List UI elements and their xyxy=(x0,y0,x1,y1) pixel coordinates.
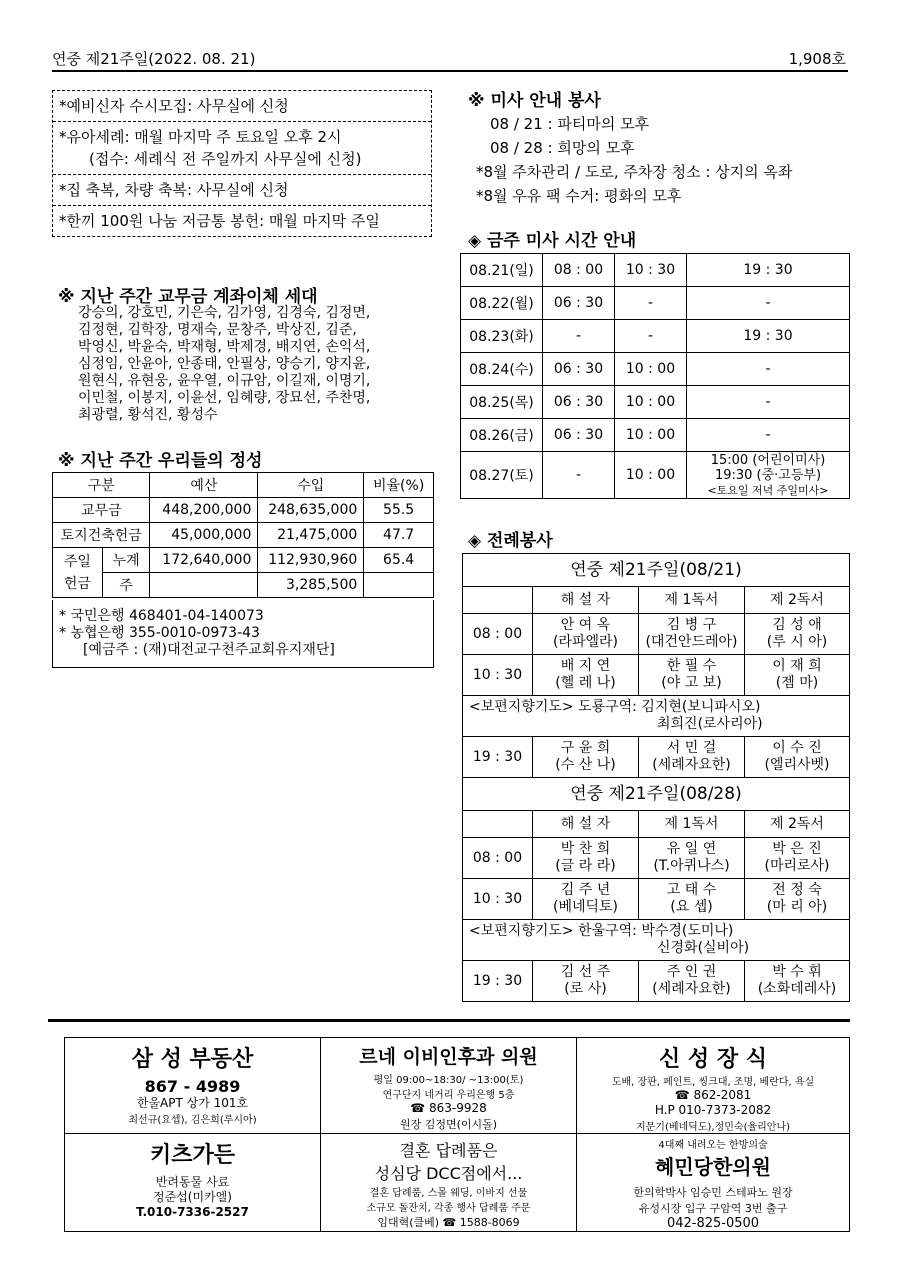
ad-phone: ☎ 863-9928 xyxy=(410,1101,487,1115)
role-cell: 제 2독서 xyxy=(745,811,850,838)
prayer-line: <보편지향기도> 도룡구역: 김지현(보니파시오) xyxy=(469,699,761,715)
prayer-line: <보편지향기도> 한울구역: 박수경(도미나) xyxy=(469,923,734,939)
finance-title: ※ 지난 주간 우리들의 정성 xyxy=(58,451,263,471)
baptismal-name: (야 고 보) xyxy=(661,675,722,691)
time-cell: 10 : 30 xyxy=(463,655,533,696)
table-row xyxy=(461,452,850,499)
time-cell: - xyxy=(543,320,615,353)
prayer-cell xyxy=(463,920,850,961)
ratio-cell: 47.7 xyxy=(364,523,434,548)
baptismal-name: (엘리사벳) xyxy=(764,757,830,773)
role-cell: 해 설 자 xyxy=(533,811,639,838)
person-name: 김 선 주 xyxy=(560,964,611,980)
person-cell xyxy=(639,961,745,1002)
ad-line: 도배, 장판, 페인트, 씽크대, 조명, 베란다, 욕실 xyxy=(611,1077,815,1088)
role-cell: 제 1독서 xyxy=(639,587,745,614)
person-name: 김 병 구 xyxy=(666,617,717,633)
baptismal-name: (T.아퀴나스) xyxy=(653,858,730,874)
baptismal-name: (베네딕토) xyxy=(552,899,619,915)
service-line: *8월 주차관리 / 도로, 주차장 청소 : 상지의 옥좌 xyxy=(476,163,793,181)
person-name: 이 수 진 xyxy=(772,740,822,756)
time-cell: 06 : 30 xyxy=(543,386,615,419)
table-row xyxy=(463,961,850,1002)
ad-real-estate xyxy=(65,1038,321,1134)
role-header xyxy=(463,587,850,614)
budget-cell: 45,000,000 xyxy=(150,523,258,548)
time-cell: 19 : 30 xyxy=(687,320,850,353)
ad-ent-clinic xyxy=(321,1038,577,1134)
person-name: 배 지 연 xyxy=(560,658,611,674)
person-name: 김 주 년 xyxy=(560,882,611,898)
group-label-text: 주일 xyxy=(63,553,91,570)
prayer-cell xyxy=(463,696,850,737)
group-label-text: 헌금 xyxy=(63,575,91,592)
baptismal-name: (루 시 아) xyxy=(766,634,828,650)
ad-phone: ☎ 862-2081 xyxy=(674,1088,752,1102)
person-name: 김 성 애 xyxy=(772,617,822,633)
row-label: 교무금 xyxy=(53,498,150,523)
blank-cell xyxy=(463,587,533,614)
table-row xyxy=(463,879,850,920)
person-cell xyxy=(639,737,745,778)
week-title: 연중 제21주일(08/21) xyxy=(463,554,850,587)
person-name: 고 태 수 xyxy=(666,882,717,898)
ad-interior xyxy=(577,1038,850,1134)
date-cell: 08.25(목) xyxy=(461,386,543,419)
ad-line: 평일 09:00~18:30/ ~13:00(토) xyxy=(373,1075,524,1086)
time-cell: 08 : 00 xyxy=(463,838,533,879)
baptismal-name: (수 산 나) xyxy=(555,757,616,773)
date-cell: 08.22(월) xyxy=(461,287,543,320)
table-row xyxy=(53,523,434,548)
ad-line: 최선규(요셉), 김은희(루시아) xyxy=(128,1115,257,1126)
person-cell xyxy=(745,961,850,1002)
baptismal-name: (로 사) xyxy=(564,981,607,997)
date-cell: 08.24(수) xyxy=(461,353,543,386)
names-line: 원현식, 유현웅, 윤우열, 이규암, 이길재, 이명기, xyxy=(78,373,371,389)
transfer-names xyxy=(78,305,438,424)
table-row xyxy=(463,655,850,696)
baptismal-name: (헬 레 나) xyxy=(555,675,616,691)
person-cell xyxy=(745,879,850,920)
person-name: 구 윤 희 xyxy=(560,740,611,756)
person-cell xyxy=(745,614,850,655)
bank-accounts xyxy=(52,600,434,668)
ad-line: 반려동물 사료 xyxy=(155,1175,230,1189)
ad-title: 성심당 DCC점에서... xyxy=(374,1164,523,1183)
ad-pet-store xyxy=(65,1134,321,1232)
table-row xyxy=(53,498,434,523)
time-cell xyxy=(687,452,850,499)
ad-title: 르네 이비인후과 의원 xyxy=(359,1046,538,1068)
person-name: 유 일 연 xyxy=(666,841,717,857)
person-cell xyxy=(533,838,639,879)
notice-box xyxy=(52,90,432,237)
time-cell: 19 : 30 xyxy=(463,961,533,1002)
ads-divider xyxy=(48,1019,850,1022)
ad-line: 소규모 돌잔치, 각종 행사 답례품 주문 xyxy=(366,1203,531,1214)
person-cell xyxy=(533,737,639,778)
week-title: 연중 제21주일(08/28) xyxy=(463,778,850,811)
ad-line: 지문기(베네딕도),정민숙(율리안나) xyxy=(635,1122,791,1133)
col-header: 예산 xyxy=(150,473,258,498)
time-line: 15:00 (어린이미사) xyxy=(710,452,826,468)
person-cell xyxy=(533,655,639,696)
baptismal-name: (대건안드레아) xyxy=(645,634,738,650)
prayer-line: 최희진(로사리아) xyxy=(657,716,763,732)
table-row xyxy=(463,737,850,778)
date-cell: 08.23(화) xyxy=(461,320,543,353)
income-cell: 3,285,500 xyxy=(258,573,364,598)
service-line: 08 / 28 : 희망의 모후 xyxy=(490,139,635,157)
baptismal-name: (요 셉) xyxy=(670,899,713,915)
account-holder: [예금주 : (재)대전교구천주교회유지재단] xyxy=(83,642,335,658)
week-header xyxy=(463,778,850,811)
table-row xyxy=(463,838,850,879)
person-name: 박 은 진 xyxy=(772,841,822,857)
time-cell: 10 : 30 xyxy=(615,254,687,287)
ad-line: 연구단지 네거리 우리은행 5층 xyxy=(382,1090,515,1101)
person-cell xyxy=(639,838,745,879)
names-line: 박영신, 박윤숙, 박재형, 박제경, 배지연, 손익석, xyxy=(78,339,371,355)
duty-table xyxy=(462,553,850,1002)
person-cell xyxy=(745,838,850,879)
table-row xyxy=(53,573,434,598)
date-cell: 08.27(토) xyxy=(461,452,543,499)
names-line: 강승의, 강호민, 기은숙, 김가영, 김경숙, 김정면, xyxy=(78,305,371,321)
date-cell: 08.21(일) xyxy=(461,254,543,287)
time-cell: - xyxy=(687,386,850,419)
person-name: 서 민 걸 xyxy=(666,740,717,756)
schedule-title: ◈ 금주 미사 시간 안내 xyxy=(468,231,637,251)
person-cell xyxy=(533,614,639,655)
person-name: 박 찬 희 xyxy=(560,841,611,857)
ads-table xyxy=(64,1037,850,1232)
baptismal-name: (세례자요한) xyxy=(652,981,731,997)
time-cell: - xyxy=(687,287,850,320)
ad-title: 결혼 답례품은 xyxy=(399,1141,498,1160)
ad-phone: 임대혁(클베) ☎ 1588-8069 xyxy=(377,1216,520,1229)
prayer-row xyxy=(463,920,850,961)
person-name: 전 정 숙 xyxy=(772,882,822,898)
time-note: <토요일 저녁 주일미사> xyxy=(707,483,829,497)
person-name: 한 필 수 xyxy=(666,658,717,674)
table-row xyxy=(53,548,434,573)
names-line: 이민철, 이봉지, 이윤선, 임혜량, 장묘선, 주찬명, xyxy=(78,390,371,406)
time-cell: 10 : 00 xyxy=(615,452,687,499)
notice-item: *집 축복, 차량 축복: 사무실에 신청 xyxy=(53,175,431,206)
person-name: 박 수 휘 xyxy=(772,964,822,980)
time-cell: 08 : 00 xyxy=(463,614,533,655)
income-cell: 21,475,000 xyxy=(258,523,364,548)
income-cell: 248,635,000 xyxy=(258,498,364,523)
time-cell: - xyxy=(687,353,850,386)
budget-cell xyxy=(150,573,258,598)
ad-title: 혜민당한의원 xyxy=(655,1155,771,1179)
table-row xyxy=(461,353,850,386)
baptismal-name: (소화데레사) xyxy=(757,981,837,997)
notice-text: (접수: 세례식 전 주일까지 사무실에 신청) xyxy=(89,150,362,168)
time-cell: 19 : 30 xyxy=(463,737,533,778)
duty-title: ◈ 전례봉사 xyxy=(468,531,553,551)
time-cell: - xyxy=(615,287,687,320)
date-cell: 08.26(금) xyxy=(461,419,543,452)
notice-item: *한끼 100원 나눔 저금통 봉헌: 매월 마지막 주일 xyxy=(59,212,380,230)
table-row xyxy=(461,287,850,320)
role-cell: 제 2독서 xyxy=(745,587,850,614)
col-header: 수입 xyxy=(258,473,364,498)
ad-oriental-clinic xyxy=(577,1134,850,1232)
mass-service-list xyxy=(476,112,792,208)
week-header xyxy=(463,554,850,587)
ad-title: 삼 성 부동산 xyxy=(131,1047,254,1072)
mass-service-title: ※ 미사 안내 봉사 xyxy=(468,91,601,111)
time-line: 19:30 (중·고등부) xyxy=(714,467,822,483)
ad-title: 키츠가든 xyxy=(149,1143,235,1168)
col-header: 구분 xyxy=(53,473,150,498)
service-line: 08 / 21 : 파티마의 모후 xyxy=(490,115,650,133)
row-label: 누계 xyxy=(102,548,150,573)
ratio-cell: 55.5 xyxy=(364,498,434,523)
mass-schedule-table xyxy=(460,253,850,499)
issue-number: 1,908호 xyxy=(788,50,846,68)
baptismal-name: (마 리 아) xyxy=(766,899,828,915)
finance-table xyxy=(52,472,434,598)
table-row xyxy=(461,254,850,287)
time-cell: 06 : 30 xyxy=(543,353,615,386)
person-cell xyxy=(745,737,850,778)
baptismal-name: (글 라 라) xyxy=(555,858,616,874)
row-label: 주 xyxy=(102,573,150,598)
person-cell xyxy=(533,879,639,920)
baptismal-name: (젬 마) xyxy=(775,675,819,691)
time-cell: 10 : 00 xyxy=(615,353,687,386)
ad-line: 결혼 답례품, 스몰 웨딩, 이바지 선물 xyxy=(369,1188,528,1199)
income-cell: 112,930,960 xyxy=(258,548,364,573)
ad-phone: H.P 010-7373-2082 xyxy=(654,1103,772,1117)
baptismal-name: (라파엘라) xyxy=(552,634,619,650)
group-label xyxy=(53,548,103,598)
prayer-line: 신경화(실비아) xyxy=(657,940,750,956)
ratio-cell: 65.4 xyxy=(364,548,434,573)
ad-line: 4대째 내려오는 한방의술 xyxy=(658,1140,768,1151)
person-cell xyxy=(745,655,850,696)
ad-line: 한의학박사 임승민 스테파노 원장 xyxy=(633,1186,793,1199)
baptismal-name: (세례자요한) xyxy=(652,757,731,773)
names-line: 최광렬, 황석진, 황성수 xyxy=(78,407,218,423)
blank-cell xyxy=(463,811,533,838)
time-cell: 10 : 00 xyxy=(615,386,687,419)
person-name: 안 여 옥 xyxy=(560,617,611,633)
time-cell: 19 : 30 xyxy=(687,254,850,287)
role-header xyxy=(463,811,850,838)
transfer-title: ※ 지난 주간 교무금 계좌이체 세대 xyxy=(58,287,318,307)
budget-cell: 448,200,000 xyxy=(150,498,258,523)
baptismal-name: (마리로사) xyxy=(764,858,830,874)
table-row xyxy=(461,419,850,452)
bank-line: * 국민은행 468401-04-140073 xyxy=(59,608,264,624)
names-line: 심정임, 안윤아, 안종태, 안필상, 양승기, 양지윤, xyxy=(78,356,371,372)
service-line: *8월 우유 팩 수거: 평화의 모후 xyxy=(476,187,682,205)
bulletin-date: 연중 제21주일(2022. 08. 21) xyxy=(52,50,256,68)
time-cell: - xyxy=(687,419,850,452)
row-label: 토지건축헌금 xyxy=(53,523,150,548)
ratio-cell xyxy=(364,573,434,598)
ad-line: 유성시장 입구 구암역 3번 출구 xyxy=(638,1202,788,1215)
names-line: 김정현, 김학장, 명재숙, 문창주, 박상진, 김준, xyxy=(78,322,357,338)
notice-item: *예비신자 수시모집: 사무실에 신청 xyxy=(53,91,431,122)
ad-line: 한울APT 상가 101호 xyxy=(136,1096,249,1110)
ad-phone: 867 - 4989 xyxy=(144,1077,241,1096)
budget-cell: 172,640,000 xyxy=(150,548,258,573)
ad-phone: 042-825-0500 xyxy=(666,1216,760,1231)
person-cell xyxy=(533,961,639,1002)
time-cell: 08 : 00 xyxy=(543,254,615,287)
role-cell: 제 1독서 xyxy=(639,811,745,838)
time-cell: 06 : 30 xyxy=(543,287,615,320)
bulletin-header xyxy=(52,44,848,72)
bank-line: * 농협은행 355-0010-0973-43 xyxy=(59,625,260,641)
table-row xyxy=(461,320,850,353)
notice-text: *유아세례: 매월 마지막 주 토요일 오후 2시 xyxy=(59,128,342,146)
ad-title: 신 성 장 식 xyxy=(659,1047,767,1072)
time-cell: - xyxy=(615,320,687,353)
person-name: 주 인 권 xyxy=(666,964,717,980)
ad-line: 정준섭(미카엘) xyxy=(153,1190,232,1204)
role-cell: 해 설 자 xyxy=(533,587,639,614)
time-cell: 10 : 00 xyxy=(615,419,687,452)
ad-phone: T.010-7336-2527 xyxy=(136,1205,249,1219)
person-name: 이 재 희 xyxy=(772,658,822,674)
person-cell xyxy=(639,614,745,655)
person-cell xyxy=(639,879,745,920)
time-cell: 10 : 30 xyxy=(463,879,533,920)
col-header: 비율(%) xyxy=(364,473,434,498)
time-cell: 06 : 30 xyxy=(543,419,615,452)
ad-bakery xyxy=(321,1134,577,1232)
prayer-row xyxy=(463,696,850,737)
person-cell xyxy=(639,655,745,696)
time-cell: - xyxy=(543,452,615,499)
table-row xyxy=(463,614,850,655)
table-row xyxy=(461,386,850,419)
ad-line: 원장 김정면(이시돌) xyxy=(399,1118,498,1131)
notice-item xyxy=(53,122,431,175)
